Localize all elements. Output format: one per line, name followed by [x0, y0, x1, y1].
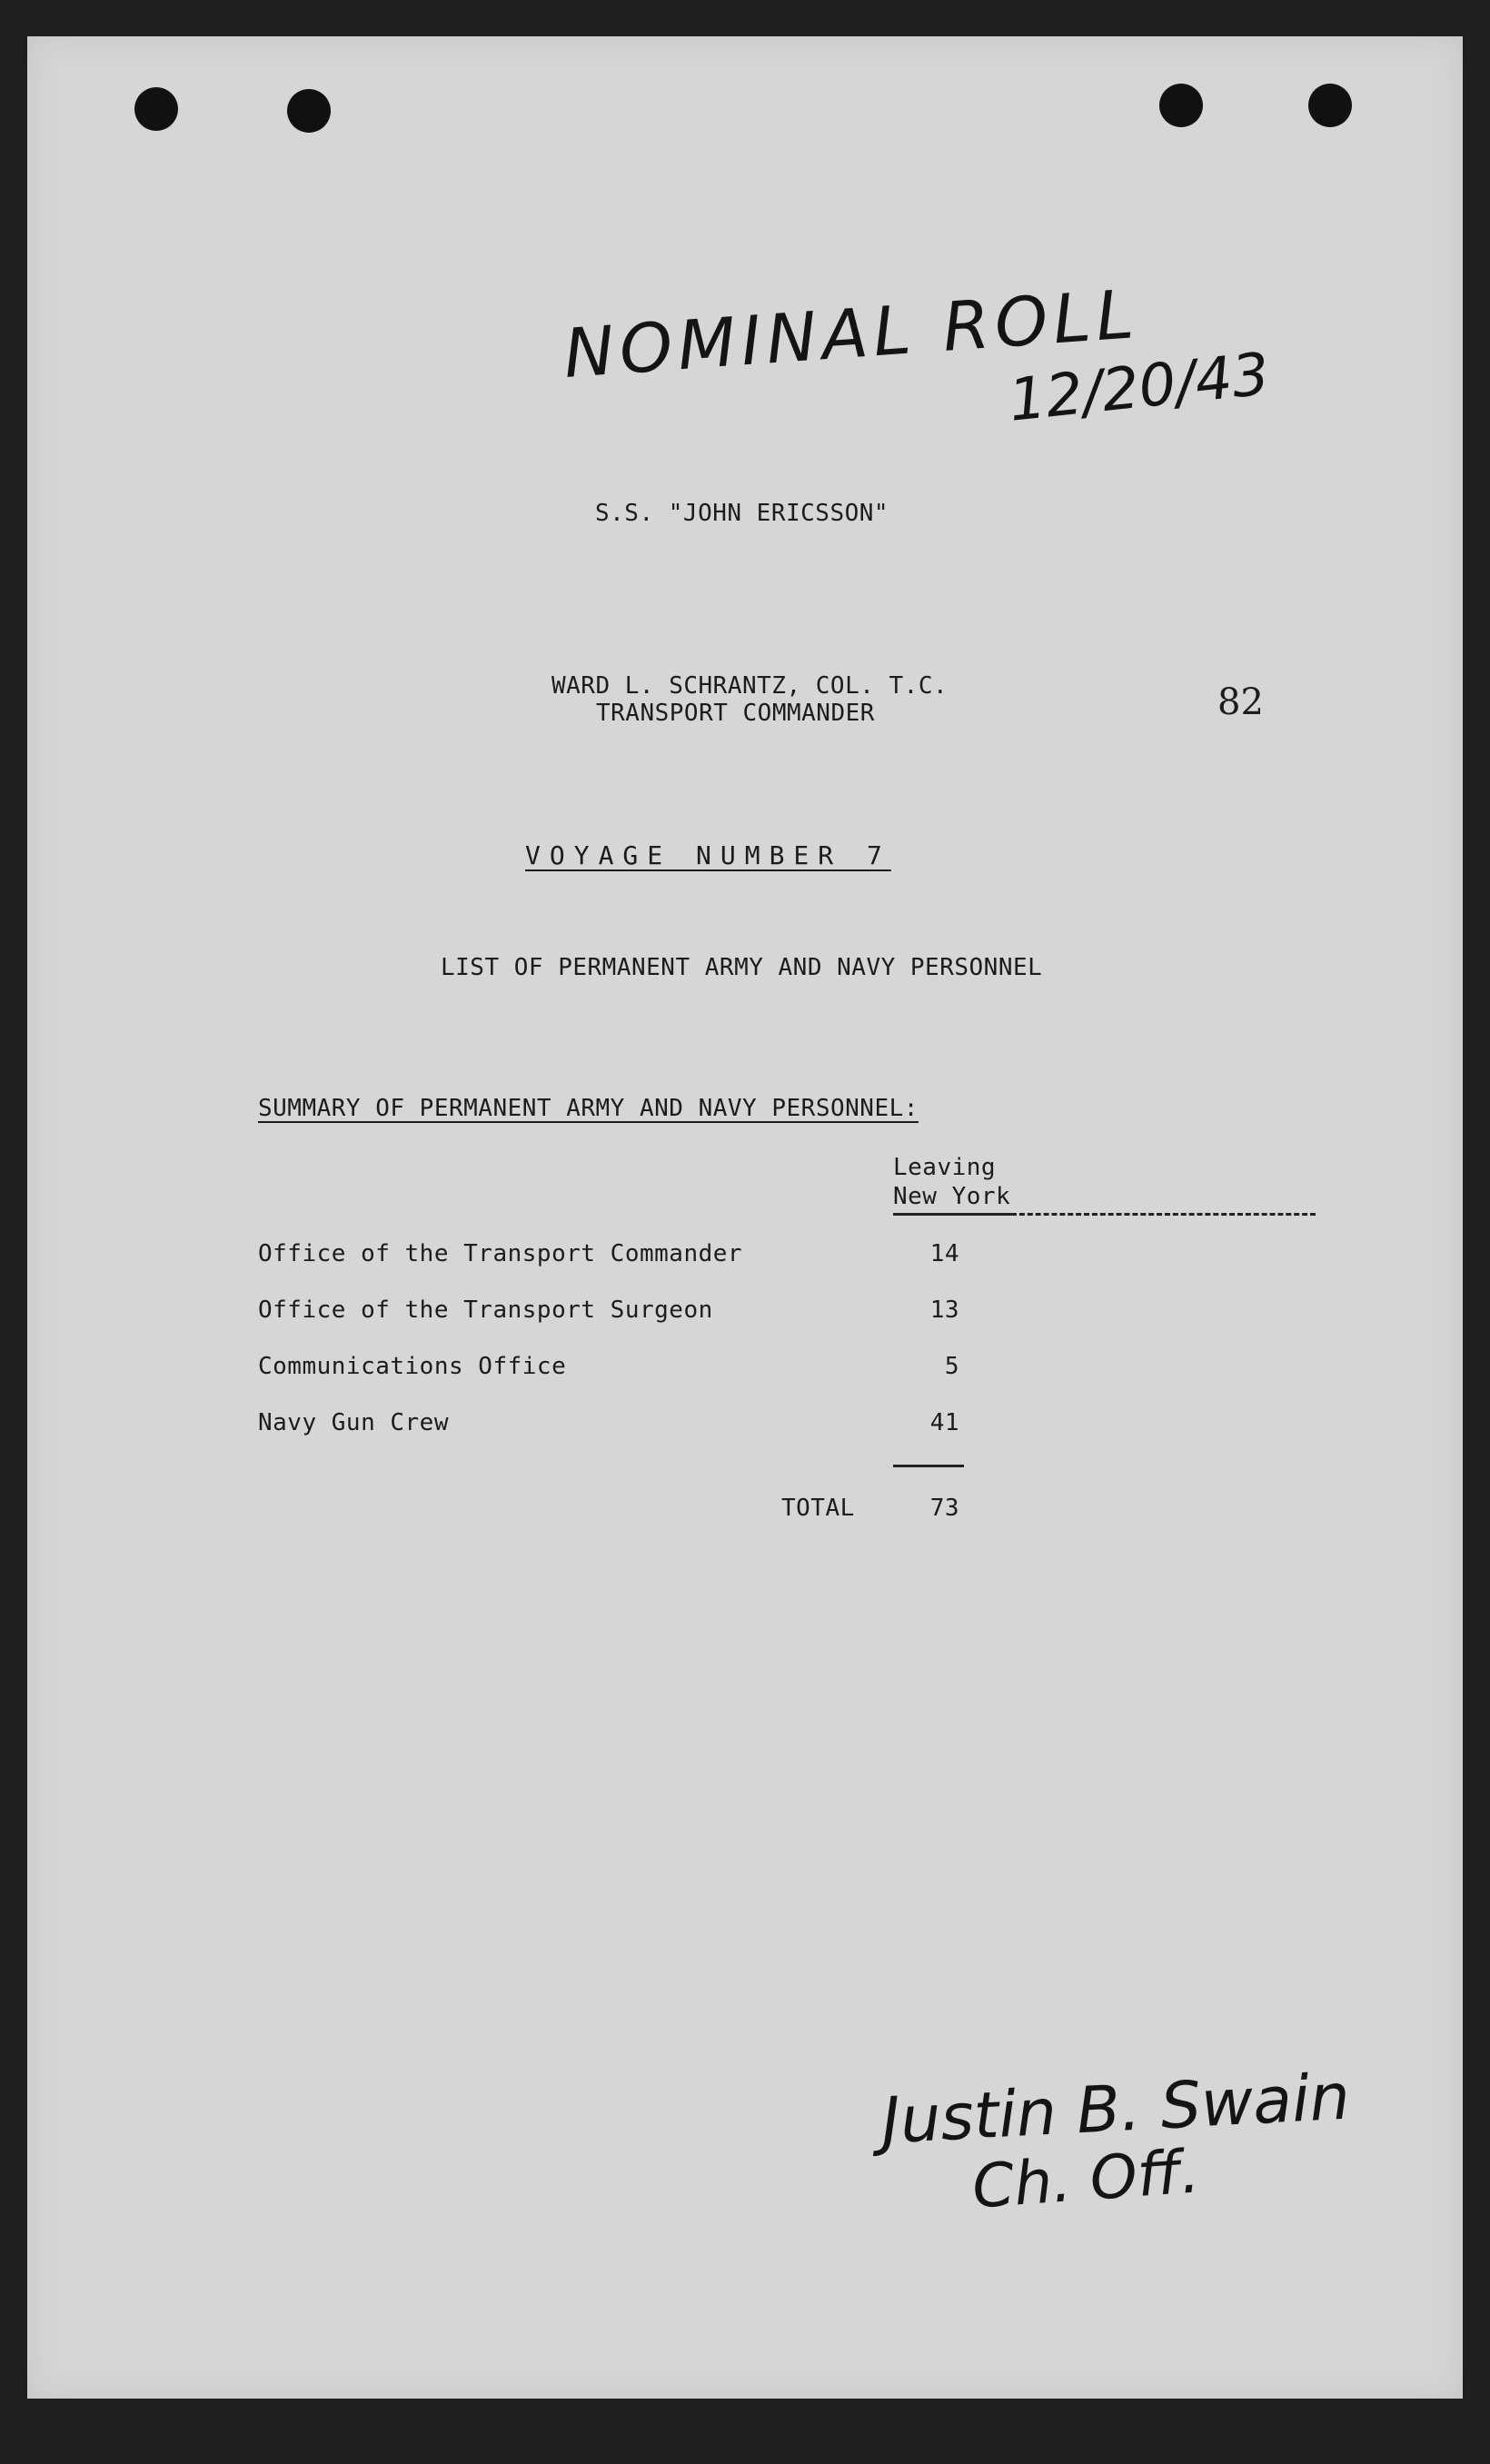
punch-hole [134, 87, 178, 131]
table-row-label: Communications Office [258, 1353, 567, 1380]
signature: Justin B. Swain [879, 2059, 1352, 2159]
column-header-leaving: Leaving [893, 1154, 997, 1181]
document-page [27, 36, 1463, 2399]
table-row-label: Navy Gun Crew [258, 1409, 449, 1436]
column-header-new-york: New York [893, 1183, 1011, 1210]
table-row-value: 41 [929, 1409, 959, 1436]
voyage-number: VOYAGE NUMBER 7 [525, 840, 891, 870]
commander-title: TRANSPORT COMMANDER [596, 700, 875, 727]
page-number: 82 [1217, 681, 1264, 723]
column-header-rule [893, 1213, 1011, 1216]
summary-heading: SUMMARY OF PERMANENT ARMY AND NAVY PERSONNEL: [258, 1095, 919, 1122]
total-rule [893, 1465, 964, 1467]
punch-hole [1159, 84, 1203, 127]
punch-hole [287, 89, 331, 133]
table-row-value: 5 [944, 1353, 959, 1380]
list-title: LIST OF PERMANENT ARMY AND NAVY PERSONNEL [441, 954, 1043, 981]
table-row-label: Office of the Transport Commander [258, 1240, 743, 1267]
handwritten-title: NOMINAL ROLL [561, 274, 1142, 394]
total-label: TOTAL [781, 1495, 855, 1522]
total-value: 73 [929, 1495, 959, 1522]
handwritten-date: 12/20/43 [1005, 341, 1273, 435]
ship-name: S.S. "JOHN ERICSSON" [595, 500, 889, 527]
punch-hole [1308, 84, 1352, 127]
commander-name: WARD L. SCHRANTZ, COL. T.C. [551, 672, 949, 700]
table-row-value: 14 [929, 1240, 959, 1267]
table-row-label: Office of the Transport Surgeon [258, 1297, 713, 1324]
table-row-value: 13 [929, 1297, 959, 1324]
column-header-rule [1011, 1213, 1316, 1216]
signature-title: Ch. Off. [969, 2136, 1202, 2222]
